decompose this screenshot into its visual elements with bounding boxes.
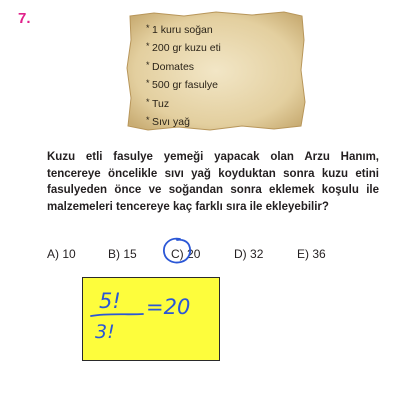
- choice-value: 36: [312, 247, 326, 261]
- choice-letter: D): [234, 247, 247, 261]
- ingredient-item: * Sıvı yağ: [146, 112, 221, 130]
- ingredient-item: * Tuz: [146, 94, 221, 112]
- choice-letter: C): [171, 247, 184, 261]
- fraction-numerator: 5!: [99, 289, 121, 313]
- ingredients-paper-note: [124, 10, 308, 132]
- ingredient-item: * 1 kuru soğan: [146, 20, 221, 38]
- choice-value: 10: [62, 247, 76, 261]
- selected-answer-circle: [160, 236, 194, 266]
- question-number: 7.: [18, 10, 31, 27]
- choice-letter: A): [47, 247, 59, 261]
- choice-a[interactable]: [47, 247, 76, 261]
- choice-e[interactable]: [297, 247, 326, 261]
- ingredients-list: [146, 20, 221, 130]
- choice-value: 32: [250, 247, 264, 261]
- ingredient-item: * Domates: [146, 57, 221, 75]
- choice-letter: E): [297, 247, 309, 261]
- ingredient-item: * 500 gr fasulye: [146, 75, 221, 93]
- choice-b[interactable]: [108, 247, 137, 261]
- handwritten-solution-note: [82, 277, 220, 361]
- fraction-denominator: 3!: [95, 321, 115, 343]
- question-text: Kuzu etli fasulye yemeği yapacak olan Arzu Hanım, tencereye öncelikle sıvı yağ koyduktan sonra kuzu etini fasulyeden önce ve soğandan sonra eklemek koşulu ile malzemeleri tencereye kaç farklı sıra ile ekleyebilir?: [47, 151, 379, 213]
- choice-letter: B): [108, 247, 120, 261]
- ingredient-item: * 200 gr kuzu eti: [146, 38, 221, 56]
- choice-value: 20: [187, 247, 201, 261]
- choice-d[interactable]: [234, 247, 263, 261]
- choice-value: 15: [123, 247, 137, 261]
- fraction-bar: [91, 314, 143, 316]
- handwriting-canvas: [83, 278, 221, 362]
- result-text: =20: [146, 295, 191, 319]
